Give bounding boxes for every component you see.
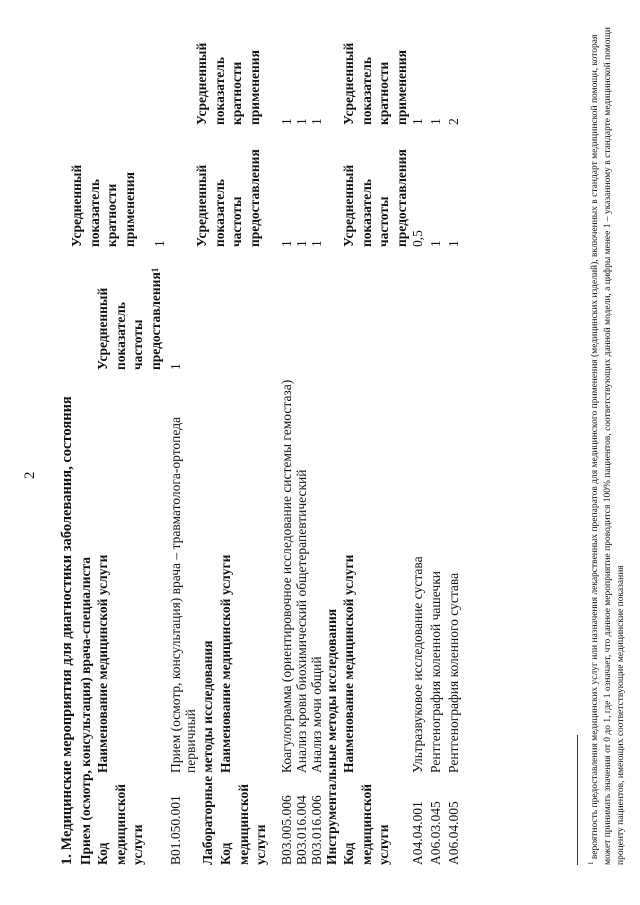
header-frequency: Усредненный показатель частоты предоставления — [194, 149, 262, 247]
table-row-name: Коагулограмма (ориентировочное исследование системы гемостаза) — [279, 379, 294, 773]
table-row-multiplicity: 1 — [309, 118, 324, 125]
footnote — [585, 25, 628, 865]
table-row-frequency: 1 — [294, 240, 309, 247]
table-row-multiplicity: 1 — [410, 118, 425, 125]
table-row-name: Анализ мочи общий — [309, 656, 324, 773]
table-row-name: Анализ крови биохимический общетерапевтический — [294, 469, 309, 773]
table-row-code: A04.04.001 — [410, 801, 425, 865]
table-row-name: Ультразвуковое исследование сустава — [410, 556, 425, 773]
table-row-name: Рентгенография коленного сустава — [446, 572, 461, 773]
table-row-frequency: 1 — [309, 240, 324, 247]
table-row-code: A06.04.005 — [446, 801, 461, 865]
page-number: 2 — [22, 471, 38, 479]
header-multiplicity: Усредненный показатель кратности применения — [341, 42, 409, 125]
row-name: Прием (осмотр, консультация) врача – травматолога-ортопеда первичный — [168, 416, 198, 773]
table-row-code: B03.005.006 — [279, 795, 294, 865]
section-title: 1. Медицинские мероприятия для диагностики заболевания, состояния — [59, 396, 75, 865]
row-multiplicity: 1 — [152, 240, 167, 247]
header-name: Наименование медицинской услуги — [341, 554, 356, 773]
table-row-frequency: 1 — [446, 240, 461, 247]
footnote-text: вероятность предоставления медицинских услуг или назначения лекарственных препаратов для медицинского применения (медицинских изделий), включенных в стандарт медицинской помощи, которая может принимать значения от 0 до 1, где 1 означает, что данное мероприятие проводится 100% пациентов, соответствующих данной модели, а цифры менее 1 – указанному в стандарте медицинской помощи проценту пациентов, имеющих соответствующие медицинские показания — [590, 27, 627, 865]
table-row-code: A06.03.045 — [428, 801, 443, 865]
header-name: Наименование медицинской услуги — [95, 554, 110, 773]
table-row-multiplicity: 1 — [428, 118, 443, 125]
table-row-multiplicity: 1 — [294, 118, 309, 125]
header-frequency: Усредненный показатель частоты предоставления — [341, 149, 409, 247]
block-heading-consultation: Прием (осмотр, консультация) врача-специалиста — [78, 556, 93, 865]
header-name: Наименование медицинской услуги — [218, 554, 233, 773]
footnote-ref: 1 — [149, 267, 160, 273]
table-row-frequency: 0,5 — [410, 230, 425, 247]
footnote-marker: 1 — [587, 861, 595, 865]
row-code: B01.050.001 — [168, 795, 183, 865]
header-code: Код медицинской услуги — [341, 783, 391, 865]
header-multiplicity: Усредненный показатель кратности применения — [69, 164, 137, 247]
table-row-code: B03.016.004 — [294, 795, 309, 865]
table-row-frequency: 1 — [279, 240, 294, 247]
header-code: Код медицинской услуги — [218, 783, 268, 865]
header-code: Код медицинской услуги — [95, 783, 145, 865]
block-heading-instrumental: Инструментальные методы исследования — [324, 608, 339, 865]
table-row-name: Рентгенография коленной чашечки — [428, 571, 443, 773]
table-row-frequency: 1 — [428, 240, 443, 247]
header-multiplicity: Усредненный показатель кратности применения — [194, 42, 262, 125]
footnote-divider — [577, 735, 578, 865]
table-row-multiplicity: 1 — [279, 118, 294, 125]
header-frequency: Усредненный показатель частоты предоставления$^1$ — [95, 267, 163, 370]
table-row-multiplicity: 2 — [446, 118, 461, 125]
row-frequency: 1 — [168, 363, 183, 370]
table-row-code: B03.016.006 — [309, 795, 324, 865]
block-heading-laboratory: Лабораторные методы исследования — [200, 640, 215, 865]
